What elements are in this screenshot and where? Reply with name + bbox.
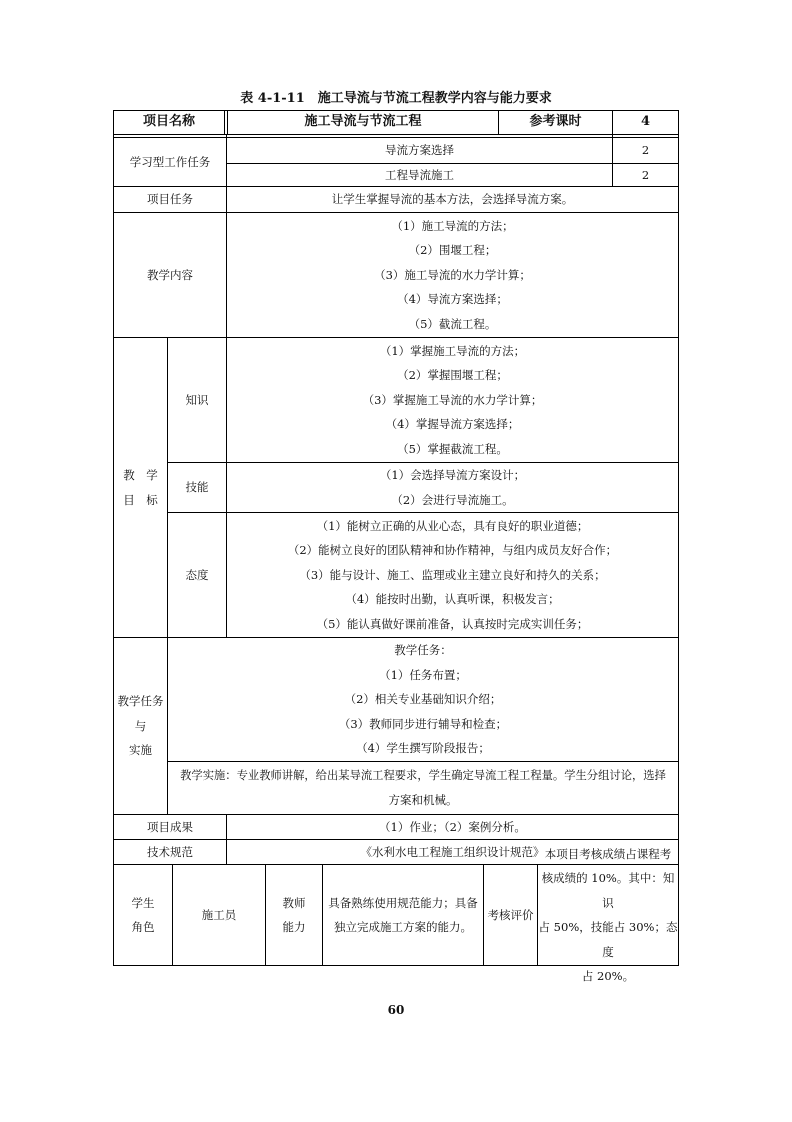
teacher-ability-line: 能力 bbox=[282, 920, 306, 934]
teacher-ability-value bbox=[323, 865, 483, 965]
goals-label-line: 教 学 bbox=[123, 468, 158, 482]
teaching-label-line: 实施 bbox=[129, 743, 152, 758]
teaching-content-list bbox=[227, 213, 678, 337]
list-item: （3）施工导流的水力学计算； bbox=[374, 267, 531, 282]
task-name-1: 导流方案选择 bbox=[385, 143, 454, 158]
teacher-ability-text: 独立完成施工方案的能力。 bbox=[334, 920, 472, 934]
list-item: （4）掌握导流方案选择； bbox=[385, 417, 520, 432]
project-task-label: 项目任务 bbox=[147, 192, 193, 207]
list-item: （3）掌握施工导流的水力学计算； bbox=[362, 392, 543, 407]
list-item: （4）能按时出勤，认真听课，积极发言； bbox=[345, 592, 560, 607]
teacher-ability-label bbox=[266, 865, 322, 965]
assessment-line: 本项目考核成绩占课程考 bbox=[544, 846, 672, 861]
list-item: （1）掌握施工导流的方法； bbox=[379, 343, 526, 358]
skill-list bbox=[227, 463, 678, 512]
teacher-ability-text: 具备熟练使用规范能力；具备 bbox=[328, 895, 478, 910]
task-hours-2: 2 bbox=[641, 167, 650, 182]
list-item: （1）能树立正确的从业心态，具有良好的职业道德； bbox=[316, 518, 589, 533]
list-item: （3）教师同步进行辅导和检查； bbox=[338, 716, 508, 731]
student-role-value: 施工员 bbox=[201, 907, 237, 922]
student-role-label bbox=[114, 865, 172, 965]
assessment-line: 占 20%。 bbox=[581, 969, 635, 983]
teaching-label-line: 教学任务 bbox=[117, 694, 164, 709]
student-role-line: 角色 bbox=[131, 920, 155, 934]
outcome-value: （1）作业；（2）案例分析。 bbox=[379, 819, 526, 834]
standard-value: 《水利水电工程施工组织设计规范》 bbox=[360, 844, 545, 859]
hours-label: 参考课时 bbox=[529, 114, 582, 130]
list-item: （1）会选择导流方案设计； bbox=[379, 468, 526, 482]
list-item: （2）围堰工程； bbox=[408, 243, 497, 258]
learning-tasks-label: 学习型工作任务 bbox=[129, 154, 211, 169]
teacher-ability-line: 教师 bbox=[282, 895, 306, 910]
project-name-label: 项目名称 bbox=[142, 114, 195, 130]
teaching-tasks-label bbox=[114, 638, 167, 814]
outcome-label: 项目成果 bbox=[147, 819, 193, 834]
list-item: （5）掌握截流工程。 bbox=[397, 441, 508, 456]
attitude-list bbox=[227, 513, 678, 637]
student-role-line: 学生 bbox=[131, 895, 155, 910]
list-item: （2）能树立良好的团队精神和协作精神，与组内成员友好合作； bbox=[287, 543, 618, 558]
list-item: （3）能与设计、施工、监理或业主建立良好和持久的关系； bbox=[299, 567, 606, 582]
goals-label-line: 目 标 bbox=[123, 492, 158, 507]
teaching-label-line: 与 bbox=[134, 718, 147, 733]
implementation-line: 教学实施：专业教师讲解，给出某导流工程要求，学生确定导流工程工程量。学生分组讨论，选择 bbox=[180, 768, 666, 782]
teaching-content-label: 教学内容 bbox=[147, 267, 193, 282]
list-item: （2）相关专业基础知识介绍； bbox=[344, 692, 502, 707]
knowledge-label: 知识 bbox=[185, 392, 209, 407]
skill-label: 技能 bbox=[185, 480, 209, 495]
assessment-value bbox=[538, 846, 678, 983]
list-item: （4）学生撰写阶段报告； bbox=[356, 741, 490, 756]
table-caption: 表 4-1-11 施工导流与节流工程教学内容与能力要求 bbox=[240, 91, 552, 106]
assessment-line: 核成绩的 10%。其中：知识 bbox=[541, 871, 675, 910]
teaching-tasks-list bbox=[168, 638, 678, 761]
list-item: （5）截流工程。 bbox=[408, 316, 497, 331]
list-item: （4）导流方案选择； bbox=[397, 292, 508, 307]
list-item: （1）任务布置； bbox=[379, 667, 467, 682]
knowledge-list bbox=[227, 338, 678, 462]
task-hours-1: 2 bbox=[641, 143, 650, 158]
course-table bbox=[113, 110, 679, 983]
assessment-line: 占 50%，技能占 30%；态度 bbox=[538, 920, 678, 959]
list-item: （5）能认真做好课前准备，认真按时完成实训任务； bbox=[316, 616, 589, 631]
teaching-implementation bbox=[168, 762, 678, 814]
list-title: 教学任务： bbox=[394, 643, 452, 658]
list-item: （2）掌握围堰工程； bbox=[397, 368, 508, 383]
standard-label: 技术规范 bbox=[147, 844, 193, 859]
assessment-label: 考核评价 bbox=[487, 907, 534, 922]
project-name-value: 施工导流与节流工程 bbox=[304, 114, 422, 130]
attitude-label: 态度 bbox=[185, 567, 209, 582]
hours-value: 4 bbox=[640, 114, 651, 130]
list-item: （2）会进行导流施工。 bbox=[391, 492, 514, 507]
list-item: （1）施工导流的方法； bbox=[391, 218, 514, 233]
page-number: 60 bbox=[387, 1003, 405, 1017]
project-task-value: 让学生掌握导流的基本方法，会选择导流方案。 bbox=[331, 192, 574, 207]
implementation-line: 方案和机械。 bbox=[388, 793, 458, 807]
task-name-2: 工程导流施工 bbox=[385, 167, 454, 182]
teaching-goals-label bbox=[114, 338, 167, 637]
